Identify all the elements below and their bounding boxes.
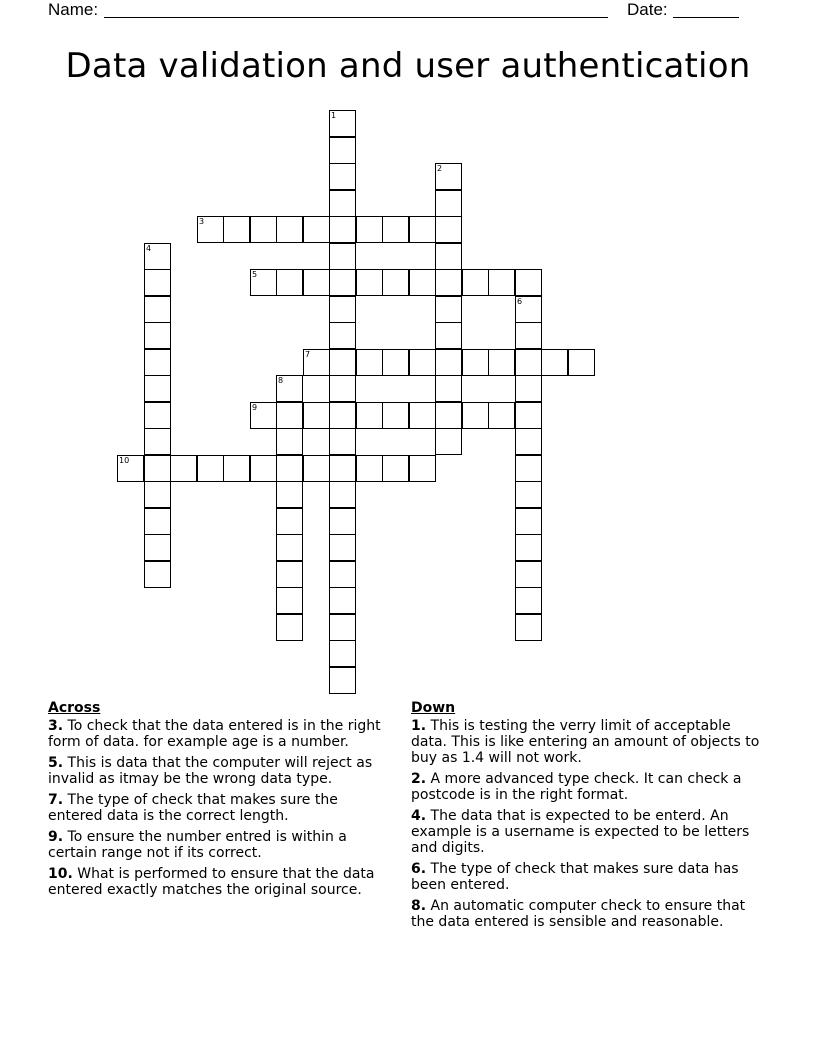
grid-cell[interactable]	[356, 269, 383, 296]
clue-text: This is testing the verry limit of acceptable data. This is like entering an amount of objects to buy as 1.4 will not work.	[411, 718, 760, 766]
grid-cell[interactable]	[329, 243, 356, 270]
grid-cell[interactable]	[144, 561, 171, 588]
grid-cell[interactable]	[144, 269, 171, 296]
grid-cell[interactable]	[515, 349, 542, 376]
date-label: Date:	[627, 0, 668, 19]
grid-cell[interactable]	[329, 455, 356, 482]
clue-number-label: 4.	[411, 808, 427, 824]
clue-number: 6	[517, 297, 523, 306]
clue-text: What is performed to ensure that the data entered exactly matches the original source.	[48, 866, 375, 898]
grid-cell[interactable]	[409, 349, 436, 376]
down-clue	[411, 771, 761, 803]
grid-cell[interactable]	[276, 269, 303, 296]
grid-cell[interactable]	[515, 428, 542, 455]
grid-cell[interactable]	[435, 216, 462, 243]
grid-cell[interactable]	[435, 428, 462, 455]
grid-cell[interactable]	[144, 534, 171, 561]
grid-cell[interactable]	[515, 481, 542, 508]
clue-text: The data that is expected to be enterd. An example is a username is expected to be letters and digits.	[411, 808, 750, 856]
grid-cell[interactable]	[276, 402, 303, 429]
clue-text: A more advanced type check. It can check a postcode is in the right format.	[411, 771, 742, 803]
grid-cell[interactable]	[382, 269, 409, 296]
down-clue	[411, 861, 761, 893]
grid-cell[interactable]	[435, 296, 462, 323]
clue-number-label: 3.	[48, 718, 64, 734]
clue-number: 8	[278, 376, 284, 385]
grid-cell[interactable]	[197, 455, 224, 482]
grid-cell[interactable]	[462, 269, 489, 296]
grid-cell[interactable]	[144, 508, 171, 535]
clue-number: 2	[437, 164, 443, 173]
grid-cell[interactable]	[223, 216, 250, 243]
grid-cell[interactable]	[515, 402, 542, 429]
grid-cell[interactable]	[276, 534, 303, 561]
grid-cell[interactable]	[515, 587, 542, 614]
grid-cell[interactable]	[276, 428, 303, 455]
grid-cell[interactable]	[515, 561, 542, 588]
grid-cell[interactable]	[409, 402, 436, 429]
grid-cell[interactable]	[488, 402, 515, 429]
grid-cell[interactable]	[276, 614, 303, 641]
grid-cell[interactable]	[382, 349, 409, 376]
across-clue-list	[48, 718, 388, 898]
down-clue	[411, 718, 761, 766]
grid-cell[interactable]	[250, 269, 277, 296]
clue-number-label: 8.	[411, 898, 427, 914]
clue-number-label: 5.	[48, 755, 64, 771]
grid-cell[interactable]	[303, 455, 330, 482]
across-heading: Across	[48, 700, 101, 716]
clue-number-label: 2.	[411, 771, 427, 787]
grid-cell[interactable]	[276, 216, 303, 243]
grid-cell[interactable]	[329, 349, 356, 376]
grid-cell[interactable]	[144, 402, 171, 429]
grid-cell[interactable]	[170, 455, 197, 482]
grid-cell[interactable]	[435, 402, 462, 429]
grid-cell[interactable]	[144, 481, 171, 508]
grid-cell[interactable]	[117, 455, 144, 482]
name-label: Name:	[48, 0, 99, 19]
grid-cell[interactable]	[382, 216, 409, 243]
clue-text: To check that the data entered is in the right form of data. for example age is a number.	[48, 718, 381, 750]
across-clue	[48, 866, 388, 898]
grid-cell[interactable]	[568, 349, 595, 376]
across-clue	[48, 792, 388, 824]
grid-cell[interactable]	[382, 402, 409, 429]
grid-cell[interactable]	[276, 561, 303, 588]
clue-number: 9	[252, 403, 258, 412]
down-clues	[411, 700, 761, 935]
clue-number-label: 1.	[411, 718, 427, 734]
grid-cell[interactable]	[435, 190, 462, 217]
down-clue-list	[411, 718, 761, 930]
page-title: Data validation and user authentication	[65, 46, 751, 86]
clue-text: The type of check that makes sure data has been entered.	[411, 861, 739, 893]
grid-cell[interactable]	[144, 375, 171, 402]
grid-cell[interactable]	[144, 428, 171, 455]
grid-cell[interactable]	[435, 375, 462, 402]
grid-cell[interactable]	[435, 349, 462, 376]
grid-cell[interactable]	[356, 455, 383, 482]
grid-cell[interactable]	[409, 455, 436, 482]
clue-number: 3	[199, 217, 205, 226]
grid-cell[interactable]	[462, 402, 489, 429]
grid-cell[interactable]	[329, 667, 356, 694]
grid-cell[interactable]	[515, 614, 542, 641]
clue-number: 4	[146, 244, 152, 253]
grid-cell[interactable]	[515, 534, 542, 561]
grid-cell[interactable]	[303, 349, 330, 376]
grid-cell[interactable]	[382, 455, 409, 482]
grid-cell[interactable]	[329, 163, 356, 190]
grid-cell[interactable]	[329, 481, 356, 508]
grid-cell[interactable]	[223, 455, 250, 482]
grid-cell[interactable]	[329, 322, 356, 349]
clue-number: 7	[305, 350, 311, 359]
grid-cell[interactable]	[329, 375, 356, 402]
grid-cell[interactable]	[276, 587, 303, 614]
down-clue	[411, 808, 761, 856]
grid-cell[interactable]	[329, 296, 356, 323]
grid-cell[interactable]	[250, 216, 277, 243]
grid-cell[interactable]	[329, 508, 356, 535]
across-clue	[48, 829, 388, 861]
grid-cell[interactable]	[515, 322, 542, 349]
grid-cell[interactable]	[276, 375, 303, 402]
grid-cell[interactable]	[515, 508, 542, 535]
grid-cell[interactable]	[435, 163, 462, 190]
grid-cell[interactable]	[303, 269, 330, 296]
grid-cell[interactable]	[144, 296, 171, 323]
grid-cell[interactable]	[329, 587, 356, 614]
grid-cell[interactable]	[435, 269, 462, 296]
clue-number: 1	[331, 111, 337, 120]
grid-cell[interactable]	[329, 110, 356, 137]
grid-cell[interactable]	[329, 216, 356, 243]
clue-text: The type of check that makes sure the entered data is the correct length.	[48, 792, 338, 824]
grid-cell[interactable]	[276, 455, 303, 482]
grid-cell[interactable]	[303, 216, 330, 243]
grid-cell[interactable]	[329, 640, 356, 667]
clue-number-label: 10.	[48, 866, 73, 882]
grid-cell[interactable]	[329, 190, 356, 217]
grid-cell[interactable]	[329, 269, 356, 296]
across-clue	[48, 755, 388, 787]
across-clues	[48, 700, 388, 903]
grid-cell[interactable]	[435, 243, 462, 270]
grid-cell[interactable]	[356, 349, 383, 376]
grid-cell[interactable]	[409, 216, 436, 243]
grid-cell[interactable]	[276, 508, 303, 535]
grid-cell[interactable]	[329, 428, 356, 455]
clue-number-label: 9.	[48, 829, 64, 845]
grid-cell[interactable]	[515, 296, 542, 323]
grid-cell[interactable]	[515, 455, 542, 482]
grid-cell[interactable]	[144, 322, 171, 349]
grid-cell[interactable]	[329, 534, 356, 561]
grid-cell[interactable]	[329, 402, 356, 429]
grid-cell[interactable]	[541, 349, 568, 376]
grid-cell[interactable]	[435, 322, 462, 349]
grid-cell[interactable]	[515, 269, 542, 296]
grid-cell[interactable]	[197, 216, 224, 243]
grid-cell[interactable]	[488, 349, 515, 376]
grid-cell[interactable]	[276, 481, 303, 508]
grid-cell[interactable]	[303, 402, 330, 429]
grid-cell[interactable]	[329, 137, 356, 164]
grid-cell[interactable]	[515, 375, 542, 402]
grid-cell[interactable]	[462, 349, 489, 376]
clue-text: An automatic computer check to ensure that the data entered is sensible and reasonable.	[411, 898, 746, 930]
grid-cell[interactable]	[144, 455, 171, 482]
clue-number: 5	[252, 270, 258, 279]
grid-cell[interactable]	[250, 402, 277, 429]
clue-number-label: 6.	[411, 861, 427, 877]
grid-cell[interactable]	[144, 243, 171, 270]
grid-cell[interactable]	[329, 614, 356, 641]
down-heading: Down	[411, 700, 456, 716]
grid-cell[interactable]	[488, 269, 515, 296]
down-clue	[411, 898, 761, 930]
across-clue	[48, 718, 388, 750]
clue-number: 10	[119, 456, 130, 465]
grid-cell[interactable]	[329, 561, 356, 588]
clue-text: To ensure the number entred is within a certain range not if its correct.	[48, 829, 347, 861]
grid-cell[interactable]	[144, 349, 171, 376]
grid-cell[interactable]	[356, 402, 383, 429]
clue-text: This is data that the computer will reject as invalid as itmay be the wrong data type.	[48, 755, 373, 787]
grid-cell[interactable]	[250, 455, 277, 482]
grid-cell[interactable]	[409, 269, 436, 296]
grid-cell[interactable]	[356, 216, 383, 243]
clue-number-label: 7.	[48, 792, 64, 808]
